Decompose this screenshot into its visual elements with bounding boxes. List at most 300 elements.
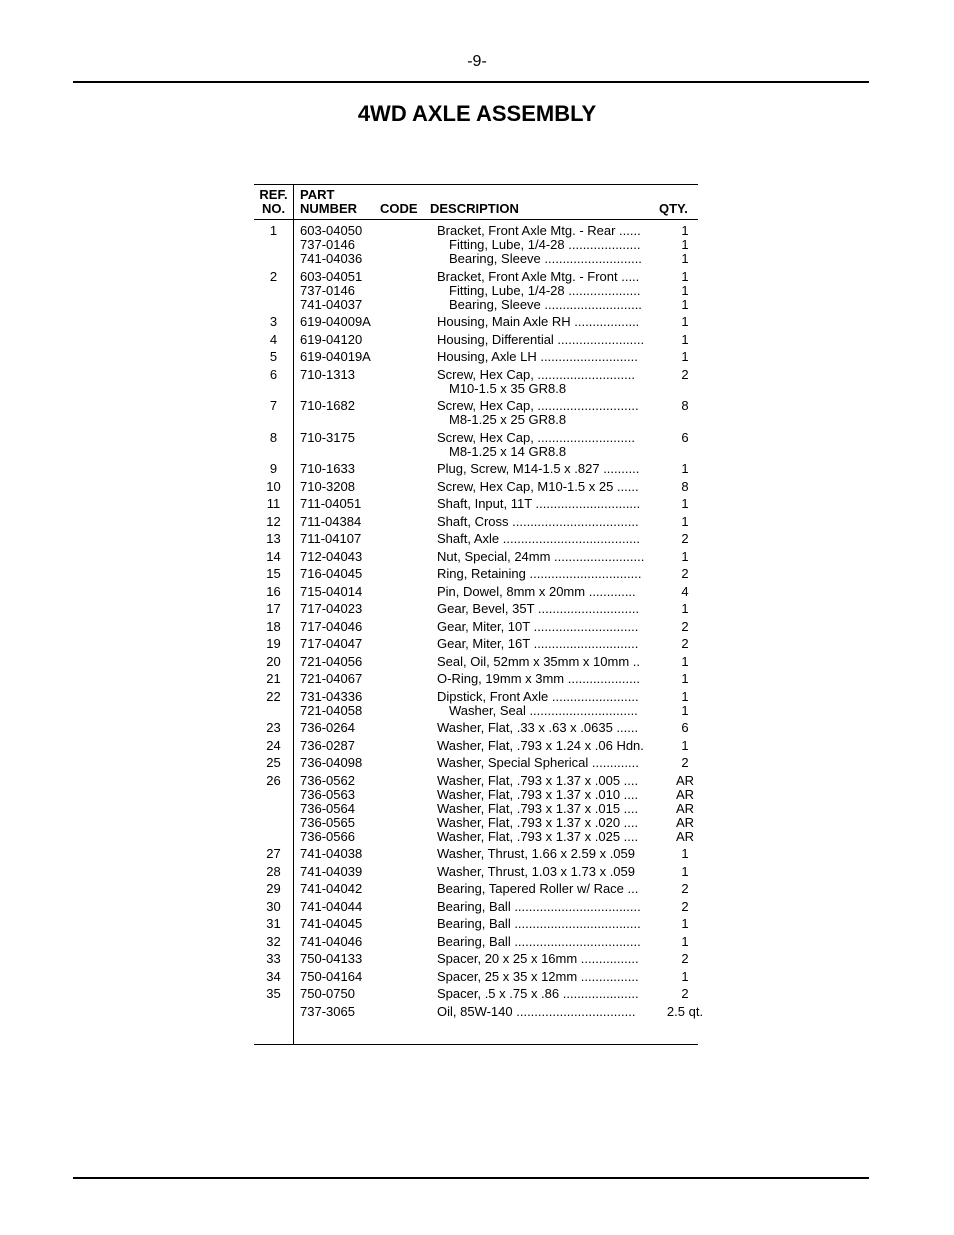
quantity: 1 [681,847,689,861]
part-number: 741-04039 [300,864,363,879]
description-cell [430,585,665,599]
quantity: 6 [681,430,689,445]
description: Washer, Flat, .793 x 1.37 x .020 .... [437,815,639,830]
quantity: 8 [681,479,689,494]
quantity: AR [675,815,695,830]
part-number-cell [293,550,430,564]
description: Pin, Dowel, 8mm x 20mm ............. [437,584,636,599]
quantity: 1 [681,238,689,252]
description: Bracket, Front Axle Mtg. - Front ..... [437,269,640,284]
part-number-cell [293,315,430,329]
header-description: DESCRIPTION [430,201,519,216]
part-number-cell [293,882,430,896]
part-number-cell [293,952,430,966]
description-cell [430,1005,665,1019]
part-number-cell [293,620,430,634]
quantity: 2 [681,882,689,896]
table-row [254,865,698,879]
quantity: 1 [681,514,689,529]
table-row [254,987,698,1001]
ref-number: 6 [269,366,278,382]
ref-number: 27 [266,846,281,861]
page-number: -9- [467,53,487,70]
part-number: 710-3208 [300,479,355,494]
part-number: 736-0563 [300,787,355,802]
description: Ring, Retaining ............................... [437,567,642,581]
part-number: 737-0146 [300,283,355,298]
description: Spacer, 25 x 35 x 12mm ................ [437,969,639,984]
table-bottom-border [254,1044,698,1045]
ref-number: 31 [266,916,281,931]
table-row [254,970,698,984]
ref-number: 5 [269,349,278,364]
description: Fitting, Lube, 1/4-28 .................... [449,283,641,298]
qty-cell [665,515,705,529]
description-cell [430,987,665,1001]
qty-cell [665,935,705,949]
qty-cell [665,756,705,770]
table-row [254,917,698,931]
part-number: 741-04046 [300,934,363,949]
part-number: 603-04050 [300,224,363,238]
part-number: 731-04336 [300,689,363,704]
part-number: 721-04058 [300,703,363,718]
description-cell [430,550,665,564]
table-row [254,935,698,949]
quantity: 1 [681,283,689,298]
ref-number: 11 [266,496,281,511]
table-row [254,333,698,347]
part-number: 717-04046 [300,619,363,634]
table-row [254,655,698,669]
ref-number: 8 [269,429,278,445]
description: Bearing, Ball ................................... [437,934,641,949]
table-row [254,602,698,616]
table-row [254,368,698,396]
qty-cell [665,917,705,931]
page-title: 4WD AXLE ASSEMBLY [357,101,597,126]
bottom-rule [73,1177,869,1179]
part-number [300,445,430,459]
ref-number: 28 [266,863,281,879]
qty-cell [665,497,705,511]
description: Screw, Hex Cap, ........................... [437,367,635,382]
quantity: 2 [681,987,689,1001]
qty-cell [665,602,705,616]
part-number [300,382,430,396]
ref-number: 23 [266,720,281,735]
description: Bearing, Sleeve ........................... [449,252,642,266]
part-number-cell [293,637,430,651]
table-row [254,690,698,718]
part-number-cell [293,690,430,718]
description-cell [430,480,665,494]
qty-cell [665,350,705,364]
part-number: 603-04051 [300,269,363,284]
qty-cell [665,480,705,494]
part-number-cell [293,739,430,753]
quantity: 1 [681,350,689,364]
table-row [254,399,698,427]
table-row [254,637,698,651]
table-row [254,224,698,266]
part-number-cell [293,480,430,494]
description-cell [430,350,665,364]
ref-number: 20 [266,653,281,669]
table-row [254,672,698,686]
qty-cell [665,672,705,686]
description: Screw, Hex Cap, ........................... [437,430,635,445]
qty-cell [665,970,705,984]
description-cell [430,847,665,861]
quantity: 1 [681,689,689,704]
header-code: CODE [380,201,418,216]
description: Washer, Special Spherical ............. [437,756,639,770]
description: Nut, Special, 24mm ......................... [437,549,645,564]
description: Seal, Oil, 52mm x 35mm x 10mm .. [437,654,640,669]
description-cell [430,620,665,634]
part-number-cell [293,602,430,616]
qty-cell [665,721,705,735]
description-cell [430,224,665,266]
ref-number: 7 [269,398,278,413]
quantity: AR [675,787,695,802]
part-number: 741-04044 [300,899,363,914]
qty-cell [665,462,705,476]
table-row [254,774,698,844]
quantity: 1 [681,738,689,753]
qty-cell [665,550,705,564]
quantity: 6 [681,721,689,735]
qty-cell [665,637,705,651]
quantity: 1 [681,462,689,476]
description: Plug, Screw, M14-1.5 x .827 .......... [437,462,640,476]
part-number-cell [293,900,430,914]
description-cell [430,721,665,735]
description-cell [430,637,665,651]
qty-cell [665,900,705,914]
part-number [300,413,430,427]
description: Bearing, Ball ................................... [437,899,641,914]
description: Housing, Differential ........................ [437,332,645,347]
part-number-cell [293,756,430,770]
quantity: 1 [681,917,689,931]
ref-number [254,1005,293,1019]
ref-number: 18 [266,618,281,634]
table-row [254,550,698,564]
quantity: 2 [681,637,689,651]
quantity [665,382,705,396]
parts-table [254,184,704,1045]
part-number: 619-04019A [300,350,371,364]
part-number: 711-04051 [300,497,362,511]
part-number: 716-04045 [300,567,363,581]
description: Gear, Miter, 10T ............................. [437,619,639,634]
qty-cell [665,865,705,879]
ref-number: 16 [266,583,281,599]
top-rule [73,81,869,83]
header-part-line2: NUMBER [300,201,358,216]
table-row [254,270,698,312]
part-number: 717-04023 [300,602,363,616]
ref-number: 13 [266,531,281,546]
description-cell [430,774,665,844]
part-number-cell [293,515,430,529]
description: Washer, Flat, .793 x 1.24 x .06 Hdn. [437,738,644,753]
quantity: 2 [681,532,689,546]
part-number: 712-04043 [300,549,363,564]
part-number: 619-04120 [300,332,363,347]
description: Shaft, Cross ................................... [437,514,639,529]
table-row [254,350,698,364]
description-cell [430,399,665,427]
part-number: 741-04036 [300,252,363,266]
description-cell [430,315,665,329]
table-row [254,900,698,914]
ref-number: 14 [266,548,281,564]
description: Washer, Flat, .793 x 1.37 x .015 .... [437,801,639,816]
description-cell [430,952,665,966]
qty-cell [665,620,705,634]
quantity: 1 [681,269,689,284]
part-number-cell [293,1005,430,1019]
part-number-cell [293,655,430,669]
quantity: 1 [681,252,689,266]
description: Washer, Flat, .793 x 1.37 x .010 .... [437,787,639,802]
description: Spacer, .5 x .75 x .86 ..................... [437,987,639,1001]
quantity: 1 [681,224,689,238]
part-number: 736-0287 [300,738,355,753]
table-row [254,315,698,329]
part-number: 711-04384 [300,514,362,529]
description: Spacer, 20 x 25 x 16mm ................ [437,952,639,966]
qty-cell [665,655,705,669]
description: Washer, Flat, .793 x 1.37 x .005 .... [437,773,639,788]
header-part-number [300,188,357,216]
part-number-cell [293,567,430,581]
qty-cell [665,315,705,329]
description-cell [430,602,665,616]
quantity: 1 [681,602,689,616]
quantity: 1 [681,934,689,949]
quantity: 1 [681,549,689,564]
ref-number: 19 [266,636,281,651]
part-number: 619-04009A [300,315,371,329]
description: Shaft, Axle ...................................... [437,532,641,546]
part-number-cell [293,270,430,312]
table-row [254,721,698,735]
description: M10-1.5 x 35 GR8.8 [449,381,567,396]
ref-number: 2 [269,268,278,284]
part-number-cell [293,935,430,949]
description: Washer, Flat, .793 x 1.37 x .025 .... [437,829,639,844]
table-body [254,223,704,1019]
quantity: 2 [681,567,689,581]
description: O-Ring, 19mm x 3mm .................... [437,672,640,686]
ref-number: 3 [269,314,278,329]
part-number-cell [293,399,430,427]
table-row [254,480,698,494]
part-number: 750-0750 [300,987,355,1001]
part-number: 750-04164 [300,969,363,984]
ref-number: 10 [266,478,281,494]
table-row [254,739,698,753]
part-number: 717-04047 [300,637,363,651]
qty-cell [665,690,705,718]
part-number: 741-04045 [300,917,363,931]
description-cell [430,567,665,581]
table-row [254,567,698,581]
part-number-cell [293,917,430,931]
table-row [254,462,698,476]
table-row [254,532,698,546]
part-number-cell [293,462,430,476]
ref-number: 24 [266,737,281,753]
quantity: 1 [681,497,689,511]
table-row [254,952,698,966]
ref-number: 17 [266,601,281,616]
quantity: 2 [681,899,689,914]
qty-cell [665,987,705,1001]
ref-number: 29 [266,881,281,896]
table-row [254,497,698,511]
description-cell [430,270,665,312]
description: M8-1.25 x 14 GR8.8 [449,444,567,459]
qty-cell [665,270,705,312]
part-number: 710-1313 [300,367,355,382]
ref-number: 1 [269,223,278,238]
qty-cell [665,368,705,396]
part-number: 721-04056 [300,654,363,669]
description-cell [430,739,665,753]
quantity: 2.5 qt. [666,1004,704,1019]
table-row [254,756,698,770]
part-number-cell [293,585,430,599]
quantity: 1 [681,654,689,669]
part-number: 710-1633 [300,462,355,476]
header-ref-no [254,188,293,216]
description: Bearing, Sleeve ........................... [449,297,642,312]
description: Washer, Seal .............................. [449,703,638,718]
description-cell [430,333,665,347]
quantity: AR [675,829,695,844]
qty-cell [665,952,705,966]
part-number-cell [293,987,430,1001]
qty-cell [665,333,705,347]
description-cell [430,935,665,949]
part-number: 737-0146 [300,238,355,252]
ref-number: 30 [266,898,281,914]
quantity: 1 [681,969,689,984]
qty-cell [665,567,705,581]
qty-cell [665,431,705,459]
description: Screw, Hex Cap, M10-1.5 x 25 ...... [437,479,639,494]
quantity: 2 [681,619,689,634]
description: Oil, 85W-140 ................................. [437,1004,636,1019]
header-part-line1: PART [300,187,335,202]
part-number-cell [293,497,430,511]
description-cell [430,515,665,529]
description-cell [430,970,665,984]
part-number: 736-0562 [300,773,355,788]
part-number-cell [293,970,430,984]
quantity: 2 [681,756,689,770]
part-number: 741-04042 [300,882,363,896]
part-number-cell [293,224,430,266]
description: Bearing, Ball ................................... [437,917,641,931]
part-number-cell [293,431,430,459]
description: Washer, Thrust, 1.66 x 2.59 x .059 [437,847,635,861]
ref-number: 4 [269,331,278,347]
qty-cell [665,532,705,546]
quantity: 1 [681,703,689,718]
part-number: 721-04067 [300,672,363,686]
table-row [254,515,698,529]
part-number: 710-3175 [300,430,355,445]
description: Fitting, Lube, 1/4-28 .................... [449,238,641,252]
table-row [254,620,698,634]
ref-number: 9 [269,461,278,476]
header-ref-line2: NO. [261,201,286,216]
ref-number: 33 [266,951,281,966]
quantity [665,413,705,427]
ref-number: 34 [266,968,281,984]
qty-cell [665,882,705,896]
description-cell [430,756,665,770]
part-number: 715-04014 [300,584,363,599]
part-number-cell [293,672,430,686]
description-cell [430,690,665,718]
quantity: 1 [681,332,689,347]
description-cell [430,368,665,396]
description-cell [430,655,665,669]
description-cell [430,882,665,896]
description: Housing, Axle LH ........................... [437,350,638,364]
table-row [254,431,698,459]
table-row [254,585,698,599]
ref-number: 32 [266,933,281,949]
quantity: 1 [681,672,689,686]
qty-cell [665,739,705,753]
part-number: 736-0565 [300,815,355,830]
description-cell [430,672,665,686]
ref-number: 26 [266,772,281,788]
quantity: 4 [681,584,689,599]
description: Dipstick, Front Axle ........................ [437,689,639,704]
quantity: 8 [681,399,689,413]
ref-number: 35 [266,986,281,1001]
table-header-border [254,219,698,220]
part-number: 736-04098 [300,756,363,770]
part-number: 710-1682 [300,399,355,413]
description-cell [430,532,665,546]
part-number-cell [293,847,430,861]
description: Gear, Bevel, 35T ............................ [437,602,640,616]
table-row [254,1004,704,1019]
description: M8-1.25 x 25 GR8.8 [449,413,567,427]
part-number-cell [293,532,430,546]
ref-number: 22 [266,688,281,704]
ref-number: 12 [266,513,281,529]
ref-number: 21 [266,671,281,686]
qty-cell [665,224,705,266]
part-number: 741-04037 [300,297,363,312]
qty-cell [665,399,705,427]
description: Housing, Main Axle RH .................. [437,315,640,329]
part-number-cell [293,350,430,364]
part-number-cell [293,721,430,735]
quantity [665,445,705,459]
